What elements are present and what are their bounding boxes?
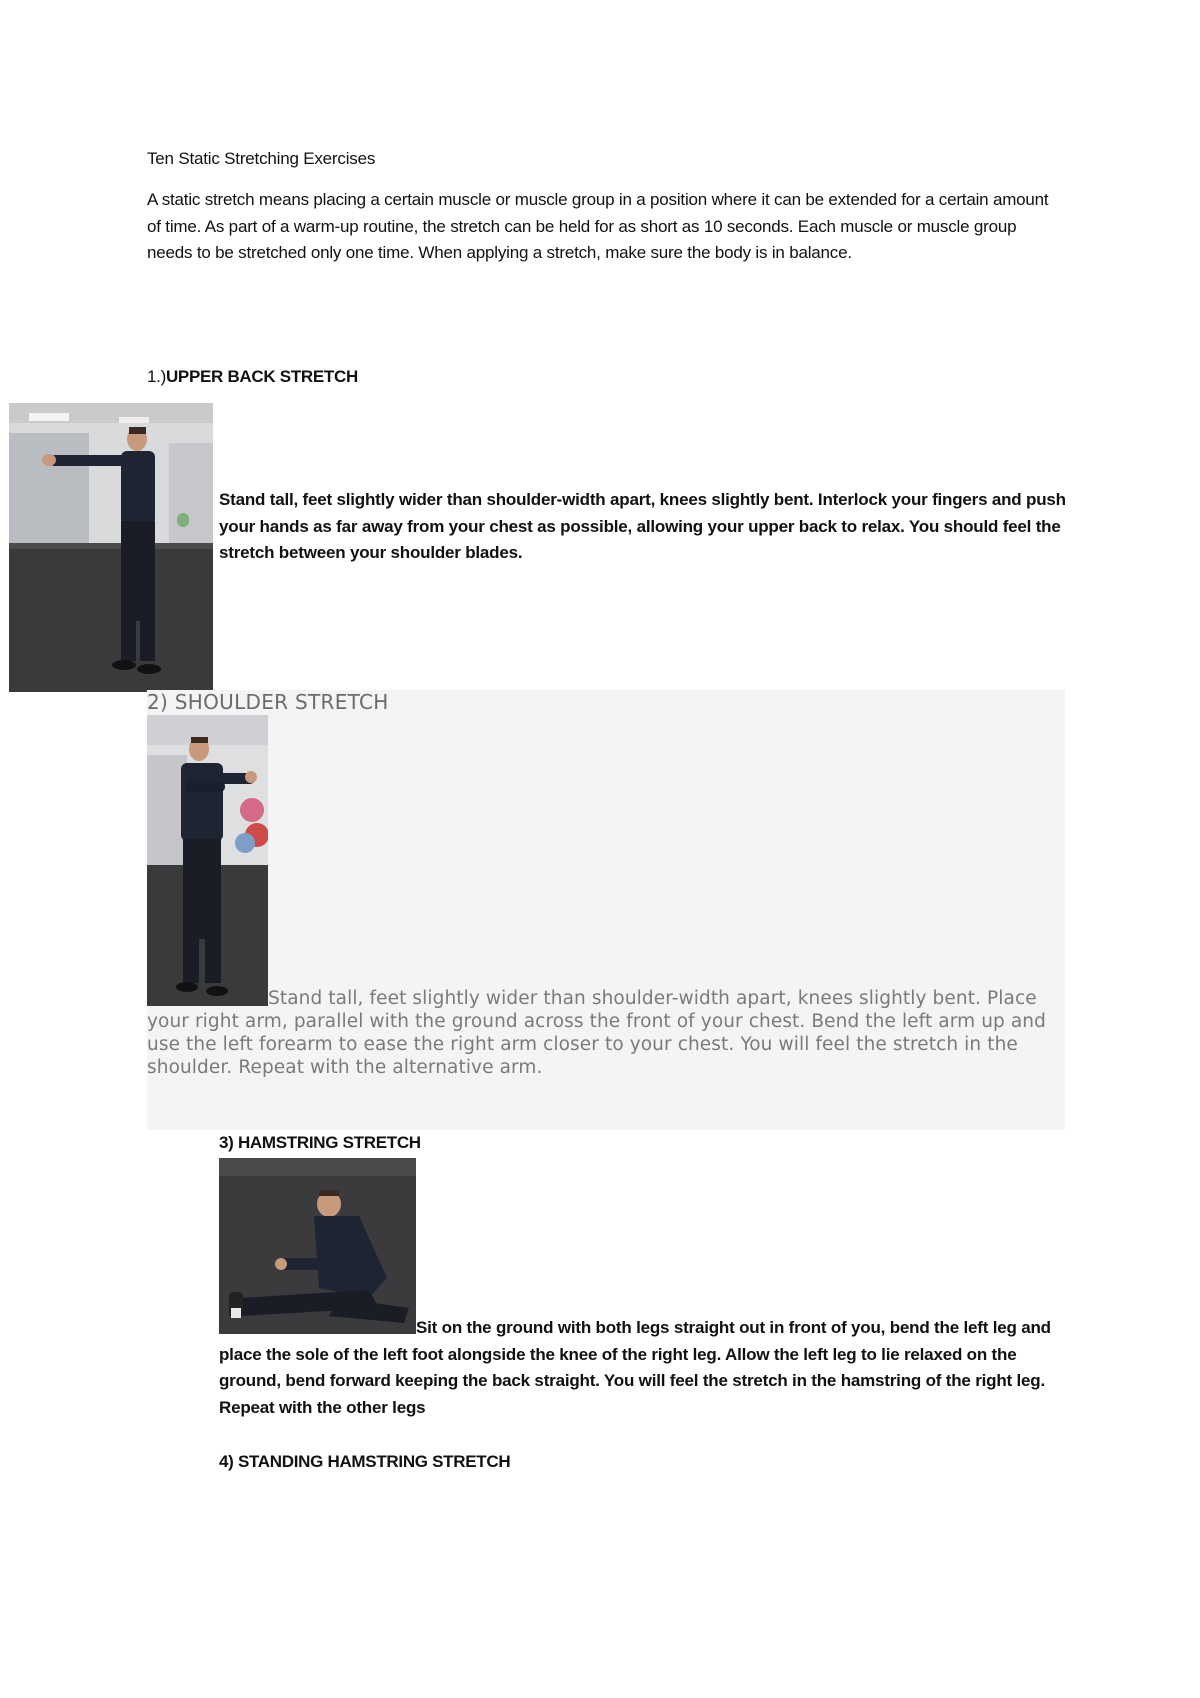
- section-2-description: Stand tall, feet slightly wider than shoulder-width apart, knees slightly bent. Place your right arm, parallel with the ground across the front of your chest. Bend the left arm up and use the left forearm to ease the right arm closer to your chest. You will feel the stretch in the shoulder. Repeat with the alternative arm.: [147, 988, 1046, 1078]
- section-2-heading: 2) SHOULDER STRETCH: [147, 690, 389, 714]
- upper-back-stretch-photo: [9, 403, 213, 692]
- intro-paragraph: A static stretch means placing a certain muscle or muscle group in a position where it can be extended for a certain amount of time. As part of a warm-up routine, the stretch can be held for as short as 10 seconds. Each muscle or muscle group needs to be stretched only one time. When applying a stretch, make sure the body is in balance.: [147, 190, 1049, 262]
- section-3-heading: 3) HAMSTRING STRETCH: [219, 1133, 421, 1152]
- section-1-heading: [147, 364, 358, 390]
- shoulder-stretch-photo: [147, 715, 268, 1006]
- section-1-title: UPPER BACK STRETCH: [165, 367, 358, 386]
- hamstring-stretch-photo: [219, 1158, 416, 1334]
- section-4-heading: 4) STANDING HAMSTRING STRETCH: [219, 1452, 511, 1471]
- section-1-number: 1.): [147, 367, 166, 386]
- section-1-description: Stand tall, feet slightly wider than shoulder-width apart, knees slightly bent. Interlock your fingers and push your hands as far away from your chest as possible, allowing your upper back to relax. You should feel the stretch between your shoulder blades.: [219, 490, 1066, 562]
- section-3-description: Sit on the ground with both legs straight out in front of you, bend the left leg and place the sole of the left foot alongside the knee of the right leg. Allow the left leg to lie relaxed on the ground, bend forward keeping the back straight. You will feel the stretch in the hamstring of the right leg. Repeat with the other legs: [219, 1318, 1051, 1417]
- document-title: Ten Static Stretching Exercises: [147, 149, 376, 168]
